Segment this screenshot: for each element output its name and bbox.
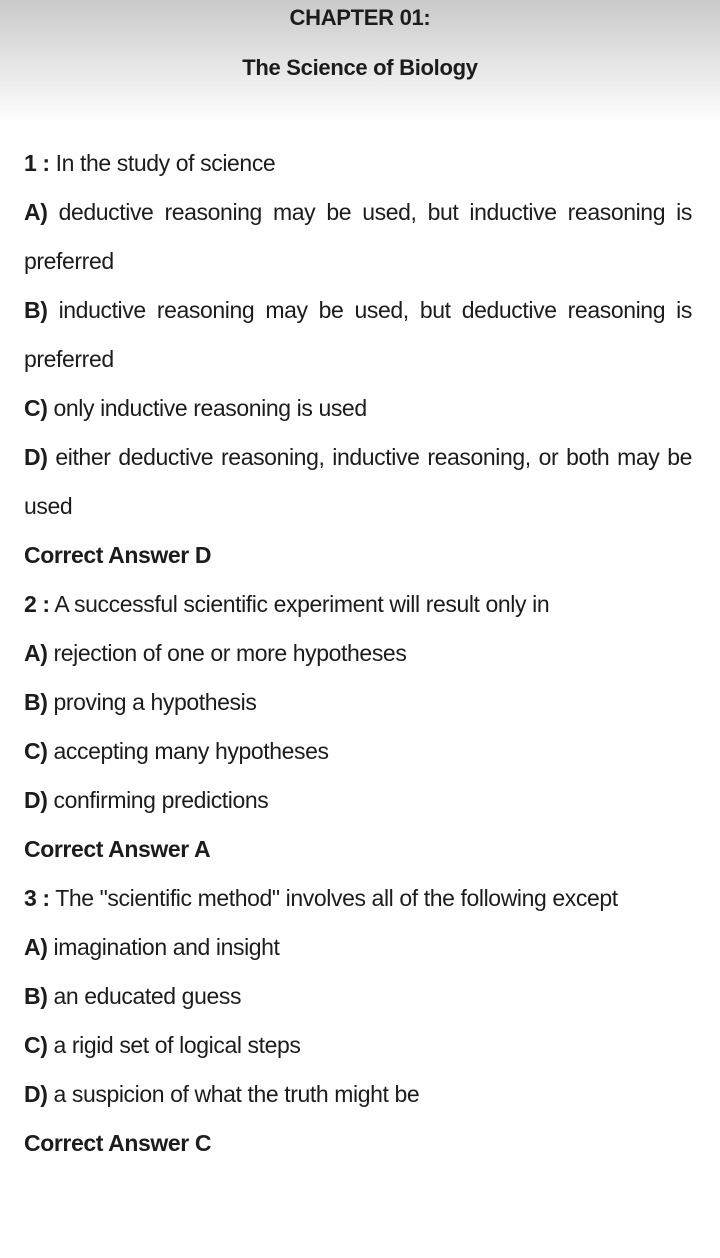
question-stem: The "scientific method" involves all of the following except bbox=[55, 885, 618, 911]
option-text: either deductive reasoning, inductive reasoning, or both may be used bbox=[24, 444, 692, 519]
option-text: imagination and insight bbox=[53, 934, 280, 960]
option-text: deductive reasoning may be used, but inductive reasoning is preferred bbox=[24, 199, 692, 274]
answer-option bbox=[24, 923, 692, 972]
answer-option bbox=[24, 776, 692, 825]
option-text: only inductive reasoning is used bbox=[53, 395, 367, 421]
answer-option bbox=[24, 1021, 692, 1070]
option-text: accepting many hypotheses bbox=[53, 738, 329, 764]
answer-option bbox=[24, 678, 692, 727]
question-text bbox=[24, 139, 692, 188]
option-label: B) bbox=[24, 983, 48, 1009]
question-stem: In the study of science bbox=[55, 150, 276, 176]
answer-option bbox=[24, 727, 692, 776]
answer-option bbox=[24, 188, 692, 286]
option-label: B) bbox=[24, 297, 48, 323]
answer-option bbox=[24, 433, 692, 531]
option-text: a suspicion of what the truth might be bbox=[53, 1081, 420, 1107]
chapter-number: CHAPTER 01: bbox=[289, 5, 431, 30]
option-text: an educated guess bbox=[53, 983, 242, 1009]
option-label: A) bbox=[24, 640, 48, 666]
option-text: inductive reasoning may be used, but deductive reasoning is preferred bbox=[24, 297, 692, 372]
option-text: rejection of one or more hypotheses bbox=[53, 640, 407, 666]
correct-answer: Correct Answer A bbox=[24, 836, 211, 862]
option-text: a rigid set of logical steps bbox=[53, 1032, 301, 1058]
option-label: A) bbox=[24, 199, 48, 225]
question-block bbox=[24, 580, 692, 874]
question-text bbox=[24, 874, 692, 923]
question-list bbox=[24, 139, 692, 1168]
option-text: confirming predictions bbox=[53, 787, 269, 813]
correct-answer: Correct Answer C bbox=[24, 1130, 212, 1156]
chapter-header bbox=[0, 0, 720, 125]
correct-answer: Correct Answer D bbox=[24, 542, 212, 568]
option-label: D) bbox=[24, 787, 48, 813]
question-block bbox=[24, 139, 692, 580]
answer-option bbox=[24, 972, 692, 1021]
answer-option bbox=[24, 1070, 692, 1119]
question-block bbox=[24, 874, 692, 1168]
option-label: D) bbox=[24, 1081, 48, 1107]
option-label: C) bbox=[24, 738, 48, 764]
answer-option bbox=[24, 629, 692, 678]
question-number: 3 : bbox=[24, 885, 50, 911]
question-stem: A successful scientific experiment will result only in bbox=[54, 591, 550, 617]
option-label: C) bbox=[24, 1032, 48, 1058]
option-label: A) bbox=[24, 934, 48, 960]
question-text bbox=[24, 580, 692, 629]
question-number: 1 : bbox=[24, 150, 50, 176]
option-label: B) bbox=[24, 689, 48, 715]
chapter-title: The Science of Biology bbox=[242, 55, 478, 80]
option-label: C) bbox=[24, 395, 48, 421]
answer-option bbox=[24, 286, 692, 384]
option-label: D) bbox=[24, 444, 48, 470]
option-text: proving a hypothesis bbox=[53, 689, 257, 715]
answer-option bbox=[24, 384, 692, 433]
question-number: 2 : bbox=[24, 591, 50, 617]
